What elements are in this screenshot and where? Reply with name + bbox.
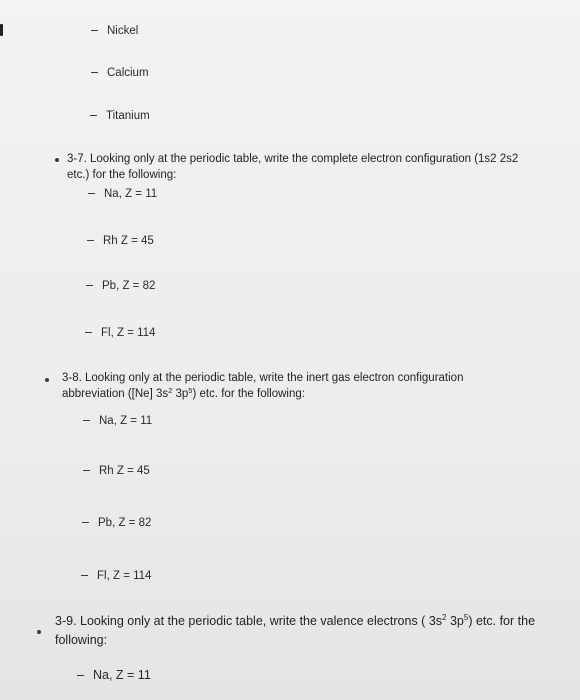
dash-marker bbox=[77, 675, 84, 676]
q38-item-pb bbox=[82, 517, 151, 529]
q38-item-label: Rh Z = 45 bbox=[99, 465, 150, 477]
bullet-q37 bbox=[55, 158, 59, 162]
dash-marker bbox=[88, 193, 95, 194]
dash-marker bbox=[83, 470, 90, 471]
list-item-label: Nickel bbox=[107, 25, 139, 37]
q37-item-label: Na, Z = 11 bbox=[104, 188, 158, 200]
q37-item-rh bbox=[87, 235, 154, 247]
dash-marker bbox=[86, 285, 93, 286]
dash-marker bbox=[91, 72, 98, 73]
q38-item-na bbox=[83, 415, 152, 427]
q38-item-fl bbox=[81, 570, 151, 582]
q37-item-fl bbox=[85, 327, 155, 339]
dash-marker bbox=[85, 332, 92, 333]
dash-marker bbox=[87, 240, 94, 241]
list-item-calcium bbox=[91, 67, 149, 79]
q38-item-label: Na, Z = 11 bbox=[99, 415, 153, 427]
dash-marker bbox=[81, 575, 88, 576]
q39-item-label: Na, Z = 11 bbox=[93, 668, 151, 682]
question-3-7 bbox=[67, 151, 547, 183]
q37-item-label: Fl, Z = 114 bbox=[101, 327, 156, 339]
list-item-label: Titanium bbox=[106, 110, 150, 122]
question-3-7-line1: 3-7. Looking only at the periodic table, write the complete electron configuration (1s2 2s2 bbox=[67, 153, 519, 165]
q37-item-label: Pb, Z = 82 bbox=[102, 280, 156, 292]
q38-item-rh bbox=[83, 465, 150, 477]
q37-item-na bbox=[88, 188, 157, 200]
question-3-8-line2: abbreviation ([Ne] $3s^2$ $3p^5$) etc. for the following: bbox=[62, 386, 305, 400]
question-3-7-line2: etc.) for the following: bbox=[67, 169, 177, 181]
dash-marker bbox=[82, 522, 89, 523]
question-3-8 bbox=[62, 370, 542, 402]
question-3-8-line1: 3-8. Looking only at the periodic table, write the inert gas electron configuration bbox=[62, 372, 464, 384]
dash-marker bbox=[91, 30, 98, 31]
bullet-q38 bbox=[45, 378, 49, 382]
list-item-label: Calcium bbox=[107, 67, 149, 79]
question-3-9-line2: following: bbox=[55, 633, 108, 647]
q37-item-pb bbox=[86, 280, 155, 292]
list-item-titanium bbox=[90, 110, 150, 122]
dash-marker bbox=[83, 420, 90, 421]
question-3-9-line1: 3-9. Looking only at the periodic table, write the valence electrons ( $3s^2$ $3p^5$) etc. for the bbox=[55, 613, 536, 628]
q37-item-label: Rh Z = 45 bbox=[103, 235, 154, 247]
question-3-9 bbox=[55, 612, 565, 650]
list-item-nickel bbox=[91, 25, 138, 37]
dash-marker bbox=[90, 115, 97, 116]
page-edge-mark bbox=[0, 24, 3, 36]
q39-item-na bbox=[77, 668, 151, 682]
q38-item-label: Fl, Z = 114 bbox=[97, 570, 152, 582]
bullet-q39 bbox=[37, 630, 41, 634]
q38-item-label: Pb, Z = 82 bbox=[98, 517, 152, 529]
